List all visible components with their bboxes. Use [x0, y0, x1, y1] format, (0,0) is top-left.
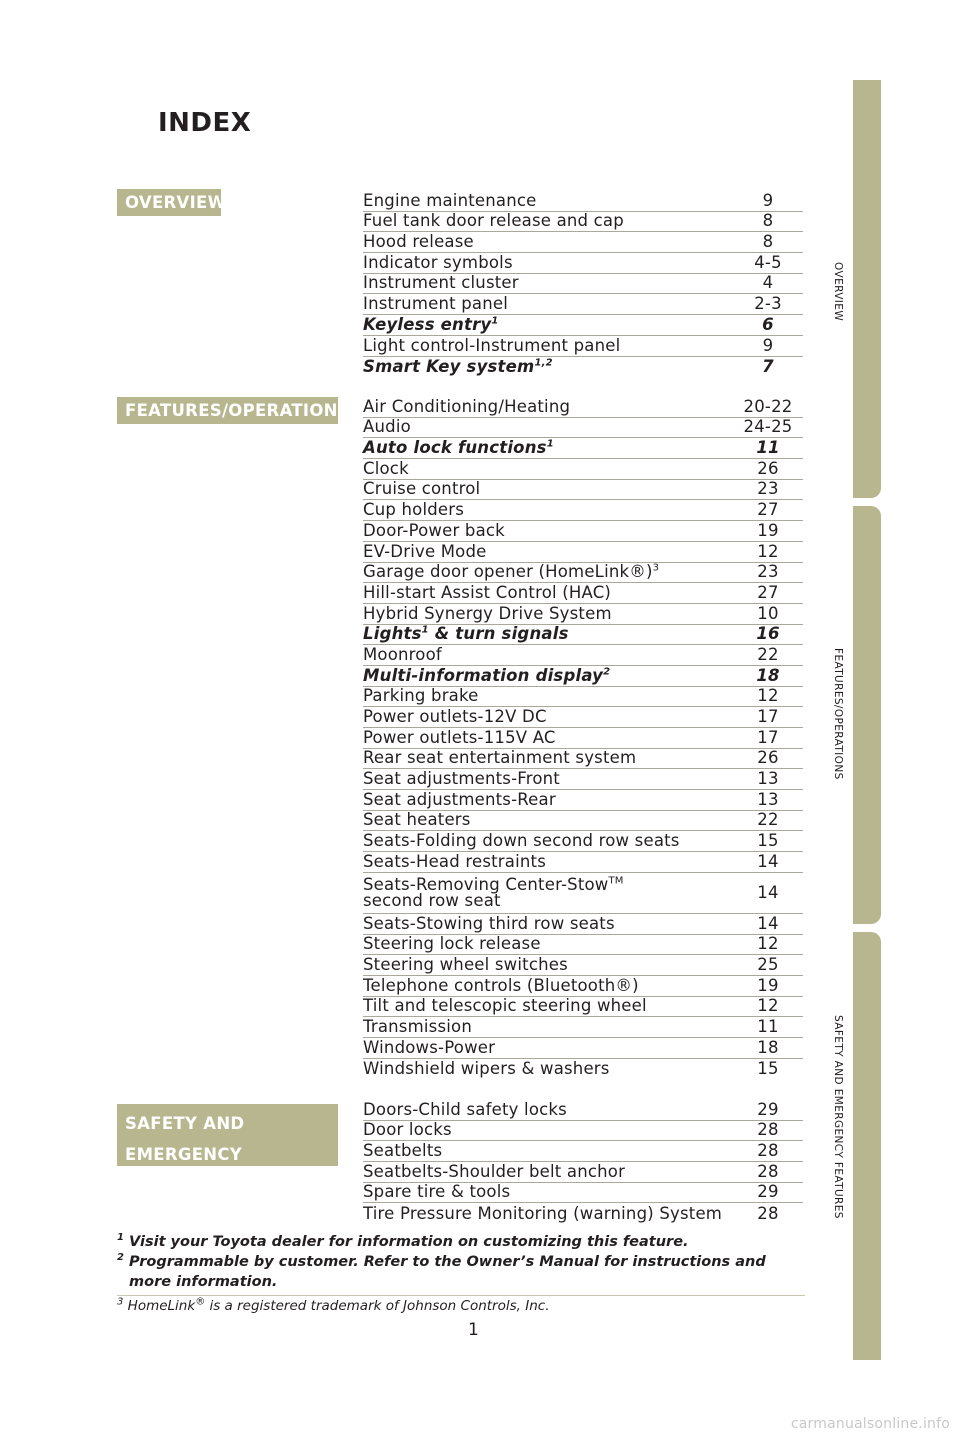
- index-entry: [363, 480, 803, 501]
- side-label-overview: OVERVIEW: [832, 262, 844, 322]
- index-entry: [363, 1162, 803, 1183]
- index-entry-label: [363, 1141, 442, 1161]
- index-entry-label: [363, 315, 499, 335]
- index-entry: [363, 274, 803, 295]
- entry-text: Cup holders: [363, 500, 465, 520]
- entry-superscript: 1: [546, 438, 554, 450]
- index-entry: [363, 935, 803, 956]
- index-entry: [363, 769, 803, 790]
- index-entry-page: 8: [762, 232, 774, 252]
- index-entry: [363, 687, 803, 708]
- index-entry-page: 9: [762, 190, 774, 210]
- index-entry-label: [363, 666, 610, 686]
- entry-text: Instrument panel: [363, 294, 509, 314]
- entry-text: Seats-Head restraints: [363, 851, 546, 871]
- features-entry-list: [363, 397, 803, 1079]
- index-entry: [363, 397, 803, 418]
- footnote-1: $^1$ Visit your Toyota dealer for information on customizing this feature.: [117, 1232, 689, 1250]
- entry-text: Hybrid Synergy Drive System: [363, 603, 612, 623]
- side-tab-safety: [853, 932, 881, 1360]
- index-entry-page: 20-22: [743, 396, 793, 416]
- index-entry-page: 26: [757, 458, 779, 478]
- footnotes: [117, 1232, 805, 1292]
- index-entry: [363, 625, 803, 646]
- index-entry-page: 29: [757, 1182, 779, 1202]
- index-entry-label: [363, 336, 620, 356]
- index-entry-page: 24-25: [743, 417, 793, 437]
- entry-text: Power outlets-12V DC: [363, 707, 547, 726]
- index-entry: [363, 749, 803, 770]
- safety-entry-list: [363, 1100, 803, 1224]
- index-entry-page: 16: [756, 624, 780, 644]
- entry-text: Door locks: [363, 1120, 452, 1140]
- index-entry-page: 28: [757, 1161, 779, 1181]
- section-tab-safety-emergency: [117, 1104, 338, 1195]
- entry-text: Hood release: [363, 232, 474, 252]
- index-entry-page: 14: [757, 913, 779, 933]
- entry-text: Indicator symbols: [363, 252, 513, 272]
- index-entry: [363, 1121, 803, 1142]
- index-entry-label: [363, 707, 547, 727]
- footnote-3-text: is a registered trademark of Johnson Controls, Inc.: [209, 1298, 550, 1314]
- index-entry: [363, 232, 803, 253]
- index-entry-label: [363, 1120, 452, 1140]
- index-entry-page: 26: [757, 748, 779, 768]
- index-entry-page: 11: [756, 438, 780, 458]
- index-entry: [363, 1203, 803, 1224]
- index-entry: [363, 1059, 803, 1080]
- section-label-line1: SAFETY AND: [125, 1114, 245, 1133]
- entry-text-line2: second row seat: [363, 890, 501, 910]
- index-entry-page: 12: [757, 996, 779, 1016]
- index-entry-label: [363, 417, 411, 437]
- footnote-2-text: Programmable by customer. Refer to the Owner’s Manual for instructions and: [129, 1254, 766, 1270]
- index-entry-label: [363, 397, 570, 417]
- index-entry-label: [363, 1100, 567, 1120]
- index-entry-page: 15: [757, 1059, 779, 1079]
- index-entry-label: [363, 914, 615, 934]
- entry-text: Fuel tank door release and cap: [363, 211, 624, 231]
- index-entry: [363, 294, 803, 315]
- index-entry-label: [363, 583, 611, 603]
- index-entry: [363, 521, 803, 542]
- entry-superscript: 1,2: [534, 357, 553, 369]
- entry-text: Rear seat entertainment system: [363, 748, 637, 768]
- entry-text: Seatbelts-Shoulder belt anchor: [363, 1161, 626, 1181]
- entry-superscript: TM: [608, 875, 624, 887]
- entry-text: Hill-start Assist Control (HAC): [363, 582, 612, 602]
- index-entry: [363, 563, 803, 584]
- index-entry-label: [363, 955, 568, 975]
- entry-text: Windshield wipers & washers: [363, 1059, 610, 1079]
- index-entry-page: 14: [757, 851, 779, 871]
- index-entry: [363, 914, 803, 935]
- index-entry-label: [363, 253, 513, 273]
- index-entry-page: 15: [757, 831, 779, 851]
- index-entry: [363, 542, 803, 563]
- footnote-1-text: Visit your Toyota dealer for information on customizing this feature.: [129, 1234, 689, 1250]
- index-entry-label: [363, 831, 680, 851]
- index-entry: [363, 459, 803, 480]
- index-entry: [363, 955, 803, 976]
- entry-text: Audio: [363, 417, 411, 437]
- index-entry-page: 8: [762, 211, 774, 231]
- footnote-divider: [117, 1295, 805, 1296]
- page-number: 1: [468, 1320, 479, 1340]
- index-entry-label: [363, 1162, 625, 1182]
- index-entry-page: 7: [762, 357, 774, 377]
- entry-superscript: 1: [491, 315, 499, 327]
- section-label: OVERVIEW: [125, 193, 227, 212]
- side-tab-overview: [853, 80, 881, 498]
- index-entry-label: [363, 542, 487, 562]
- index-entry: [363, 852, 803, 873]
- entry-text: Spare tire & tools: [363, 1182, 511, 1202]
- entry-superscript: 1: [421, 624, 429, 636]
- index-entry: [363, 666, 803, 687]
- index-entry: [363, 1038, 803, 1059]
- index-entry: [363, 811, 803, 832]
- index-entry-page: 23: [757, 479, 779, 499]
- entry-text: Light control-Instrument panel: [363, 335, 621, 355]
- index-entry-page: 9: [762, 335, 774, 355]
- index-entry-label: [363, 748, 636, 768]
- entry-text: Engine maintenance: [363, 190, 537, 210]
- footnote-3-brand: HomeLink: [127, 1298, 196, 1314]
- index-entry-label: [363, 790, 556, 810]
- index-entry: [363, 212, 803, 233]
- entry-text: Seat adjustments-Rear: [363, 789, 556, 809]
- index-entry-label: [363, 500, 464, 520]
- index-entry-page: 28: [757, 1204, 779, 1224]
- index-entry-label: [363, 604, 612, 624]
- section-label: FEATURES/OPERATIONS: [125, 401, 350, 420]
- entry-text: Smart Key system: [363, 357, 535, 377]
- index-entry-label: [363, 996, 647, 1016]
- index-entry: [363, 1141, 803, 1162]
- index-entry-page: 17: [757, 707, 779, 726]
- entry-text: Door-Power back: [363, 520, 505, 540]
- side-label-safety: SAFETY AND EMERGENCY FEATURES: [832, 1015, 844, 1219]
- index-entry-page: 19: [757, 975, 779, 995]
- entry-text-continued: & turn signals: [428, 624, 569, 644]
- index-entry: [363, 873, 803, 914]
- index-entry-page: 22: [757, 810, 779, 830]
- entry-text: Multi-information display: [363, 665, 604, 685]
- index-entry-page: 28: [757, 1141, 779, 1161]
- index-entry-label: [363, 624, 569, 644]
- entry-text: Seats-Folding down second row seats: [363, 831, 680, 851]
- entry-text: Seats-Removing Center-Stow: [363, 874, 609, 894]
- index-entry-page: 25: [757, 954, 779, 974]
- section-label-line2: EMERGENCY FEATURES: [125, 1145, 243, 1195]
- index-entry-label: [363, 645, 442, 665]
- index-entry: [363, 357, 803, 378]
- entry-text: Clock: [363, 458, 409, 478]
- index-entry-label: [363, 976, 639, 996]
- index-entry: [363, 645, 803, 666]
- overview-entry-list: [363, 191, 803, 377]
- entry-text: Seat adjustments-Front: [363, 769, 560, 789]
- page-title: INDEX: [158, 108, 252, 138]
- section-tab-overview: [117, 189, 227, 216]
- index-entry-label: [363, 232, 474, 252]
- watermark: carmanualsonline.info: [790, 1416, 950, 1432]
- index-entry-label: [363, 438, 554, 458]
- index-entry: [363, 315, 803, 336]
- index-entry-label: [363, 874, 624, 910]
- index-entry-label: [363, 1017, 472, 1037]
- entry-text: Seatbelts: [363, 1141, 443, 1161]
- index-entry: [363, 500, 803, 521]
- index-entry-label: [363, 686, 479, 706]
- index-entry: [363, 728, 803, 749]
- index-entry: [363, 976, 803, 997]
- index-entry-page: 13: [757, 789, 779, 809]
- index-entry: [363, 1017, 803, 1038]
- index-entry-page: 23: [757, 562, 779, 582]
- index-entry-label: [363, 357, 553, 377]
- index-entry-label: [363, 1204, 722, 1224]
- index-entry: [363, 191, 803, 212]
- index-entry-page: 2-3: [754, 294, 782, 314]
- index-entry-label: [363, 479, 480, 499]
- entry-text: Parking brake: [363, 686, 479, 706]
- index-entry: [363, 831, 803, 852]
- index-entry-label: [363, 459, 409, 479]
- entry-text: Power outlets-115V AC: [363, 727, 556, 747]
- section-tab-features-operations: [117, 397, 350, 424]
- entry-text: Lights: [363, 624, 422, 644]
- index-entry-label: [363, 934, 541, 954]
- index-entry: [363, 790, 803, 811]
- index-entry: [363, 583, 803, 604]
- index-entry: [363, 1183, 803, 1204]
- entry-text: Steering wheel switches: [363, 954, 568, 974]
- side-tab-features: [853, 506, 881, 924]
- entry-text: EV-Drive Mode: [363, 541, 487, 561]
- index-entry-page: 27: [757, 500, 779, 520]
- index-entry-label: [363, 1038, 495, 1058]
- entry-text: Garage door opener (HomeLink®): [363, 562, 653, 582]
- index-entry: [363, 997, 803, 1018]
- index-entry: [363, 418, 803, 439]
- index-entry-page: 28: [757, 1120, 779, 1140]
- entry-text: Tilt and telescopic steering wheel: [363, 996, 647, 1016]
- index-entry-label: [363, 852, 546, 872]
- index-entry-page: 11: [757, 1016, 779, 1036]
- index-entry-page: 18: [756, 665, 780, 685]
- entry-text: Windows-Power: [363, 1037, 496, 1057]
- index-entry-label: [363, 562, 659, 582]
- footnote-3: $^3$ HomeLink® is a registered trademark of Johnson Controls, Inc.: [117, 1296, 550, 1314]
- index-entry-page: 18: [757, 1037, 779, 1057]
- index-entry-label: [363, 728, 556, 748]
- entry-text: Doors-Child safety locks: [363, 1099, 567, 1119]
- index-entry-label: [363, 769, 560, 789]
- index-entry-label: [363, 1059, 610, 1079]
- entry-text: Telephone controls (Bluetooth®): [363, 975, 639, 995]
- index-entry-label: [363, 1182, 510, 1202]
- entry-text: Steering lock release: [363, 934, 541, 954]
- entry-text: Instrument cluster: [363, 273, 519, 293]
- index-entry-page: 22: [757, 644, 779, 664]
- index-entry-label: [363, 191, 537, 211]
- index-entry-label: [363, 294, 508, 314]
- index-entry-page: 29: [757, 1099, 779, 1119]
- index-entry-page: 13: [757, 769, 779, 789]
- index-entry-page: 12: [757, 686, 779, 706]
- index-entry: [363, 253, 803, 274]
- index-entry: [363, 438, 803, 459]
- entry-text: Moonroof: [363, 644, 442, 664]
- index-entry-page: 17: [757, 727, 779, 747]
- index-entry-label: [363, 810, 471, 830]
- entry-text: Tire Pressure Monitoring (warning) System: [363, 1204, 723, 1224]
- entry-text: Transmission: [363, 1016, 472, 1036]
- index-entry-page: 10: [757, 603, 779, 623]
- entry-text: Seats-Stowing third row seats: [363, 913, 615, 933]
- index-entry-page: 14: [757, 882, 779, 902]
- index-entry-page: 6: [762, 314, 774, 334]
- index-entry-page: 12: [757, 934, 779, 954]
- index-entry: [363, 1100, 803, 1121]
- footnote-2: $^2$ Programmable by customer. Refer to the Owner’s Manual for instructions and: [117, 1252, 766, 1270]
- index-entry-page: 4: [762, 273, 774, 293]
- entry-text: Cruise control: [363, 479, 481, 499]
- entry-text: Seat heaters: [363, 810, 471, 830]
- entry-text: Keyless entry: [363, 314, 492, 334]
- index-entry: [363, 604, 803, 625]
- index-entry-page: 12: [757, 541, 779, 561]
- entry-text: Auto lock functions: [363, 438, 547, 458]
- index-entry-label: [363, 521, 505, 541]
- index-entry: [363, 707, 803, 728]
- footnote-2-continued: more information.: [129, 1274, 278, 1290]
- index-entry-label: [363, 273, 519, 293]
- index-entry-page: 4-5: [754, 252, 782, 272]
- entry-superscript: 2: [603, 666, 611, 678]
- index-entry-page: 19: [757, 520, 779, 540]
- index-entry: [363, 336, 803, 357]
- index-entry-page: 27: [757, 582, 779, 602]
- index-entry-label: [363, 211, 624, 231]
- entry-superscript: 3: [652, 562, 660, 574]
- side-label-features: FEATURES/OPERATIONS: [832, 648, 844, 780]
- entry-text: Air Conditioning/Heating: [363, 396, 571, 416]
